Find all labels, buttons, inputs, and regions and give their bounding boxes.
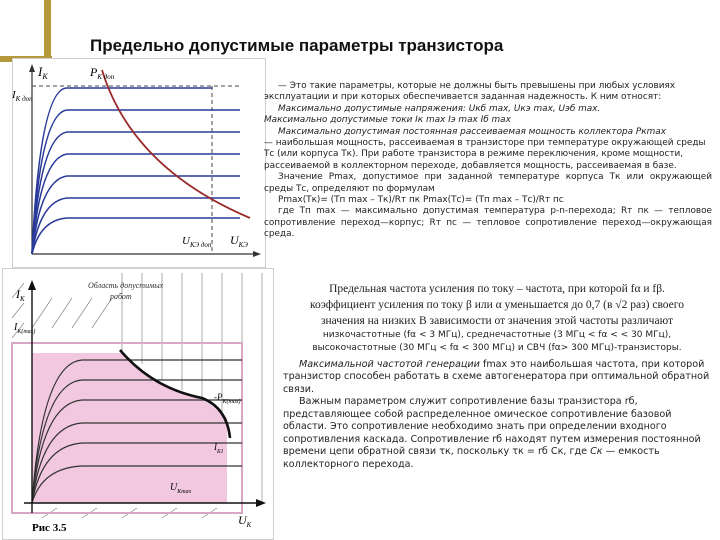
figure2-xmax-label: $U_{Kmax}$	[170, 482, 192, 495]
safe-operating-area-chart	[2, 268, 274, 540]
fmax-term: Максимальной частотой генерации	[299, 359, 480, 370]
page-title: Предельно допустимые параметры транзистора	[90, 36, 504, 55]
formula-legend: где Тп max — максимально допустимая температура p-n-перехода; Rт пк — тепловое сопротивление переход—корпус; Rт пс — тепловое сопротивление переход—окружающая среда.	[264, 206, 712, 240]
definition-paragraph: — Это такие параметры, которые не должны быть превышены при любых условиях эксплуатации и при которых обеспечивается заданная надежность. К ним относят:	[264, 81, 676, 103]
figure1-frame	[13, 59, 266, 268]
figure2-y-label: $I_K$	[16, 287, 25, 303]
cutoff-line-5: высокочастотные (30 МГц < fα < 300 МГц) и СВЧ (fα> 300 МГц)-транзисторы.	[312, 342, 682, 353]
ck-description: — емкость коллекторного перехода.	[283, 446, 660, 470]
cutoff-line-1: Предельная частота усиления по току – частота, при которой fα и fβ.	[329, 283, 665, 295]
generation-frequency-text	[283, 359, 713, 471]
pmax-formulas: Pmax(Тк)= (Тп max – Тк)/Rт пк Pmax(Тс)= (Тп max – Тс)/Rт пс	[278, 194, 564, 205]
figure2-ymax-label: $I_{K(max)}$	[14, 322, 36, 335]
max-currents-line: Максимально допустимые токи Iк max Iэ max Iб max	[264, 115, 511, 126]
figure1-p-label: $P_{К доп}$	[90, 65, 115, 81]
cutoff-line-2: коэффициент усиления по току β или α уменьшается до 0,7 (в √2 раз) своего	[310, 298, 684, 311]
cutoff-frequency-text	[288, 282, 706, 354]
pmax-intro: Значение Pmax, допустимое при заданной температуре корпуса Тк или окружающей среды Тс, определяют по формулам	[264, 172, 712, 194]
figure2-caption: Рис 3.5	[32, 522, 67, 534]
figure2-ib-label: $I_{Б1}$	[214, 442, 224, 455]
region-label-line2: работ	[110, 292, 132, 301]
max-power-term: Максимально допустимая постоянная рассеиваемая мощность коллектора Pкmax	[278, 126, 666, 137]
max-power-description: — наибольшая мощность, рассеиваемая в транзисторе при температуре окружающей среды Тс (или корпуса Тк). При работе транзистора в режиме переключения, кроме мощности, рассеиваемой в коллекторном переходе, добавляется мощность, рассеиваемая в базе.	[264, 137, 706, 171]
figure2-p-label: $-P_{K(max)}$	[214, 392, 241, 405]
figure1-ymax-label: $I_{К доп}$	[12, 89, 33, 103]
figure1-y-label: $I_К$	[38, 64, 48, 81]
base-resistance-text: Важным параметром служит сопротивление базы транзистора rб, представляющее собой распределенное омическое сопротивление базовой области. Это сопротивление необходимо знать при определении входного сопротивления каскада. Сопротивление rб находят путем измерения постоянной времени цепи обратной связи τк, поскольку τк = rб Ск, где	[283, 396, 701, 458]
definition-text	[264, 81, 712, 240]
base-resistance-paragraph	[283, 396, 713, 471]
cutoff-line-3: значения на низких В зависимости от значения этой частоты различают	[320, 314, 674, 327]
region-label-line1: Область допустимых	[88, 281, 164, 290]
figure1-x-label: $U_{КЭ}$	[230, 233, 248, 249]
fmax-description: fmax это наибольшая частота, при которой транзистор способен работать в схеме автогенератора при оптимальной обратной связи.	[283, 359, 710, 395]
max-power-paragraph	[264, 127, 712, 173]
ck-term: Ск	[590, 446, 603, 458]
figure1-xmax-label: $U_{КЭ доп}$	[182, 235, 212, 249]
figure2-x-label: $U_K$	[238, 513, 252, 529]
transistor-output-characteristics-chart	[12, 58, 266, 268]
max-voltages-line: Максимально допустимые напряжения: Uкб max, Uкэ max, Uэб max.	[278, 103, 601, 114]
fmax-paragraph	[283, 359, 713, 396]
cutoff-line-4: низкочастотные (fα < 3 МГц), среднечастотные (3 МГц < fα < < 30 МГц),	[322, 330, 672, 341]
